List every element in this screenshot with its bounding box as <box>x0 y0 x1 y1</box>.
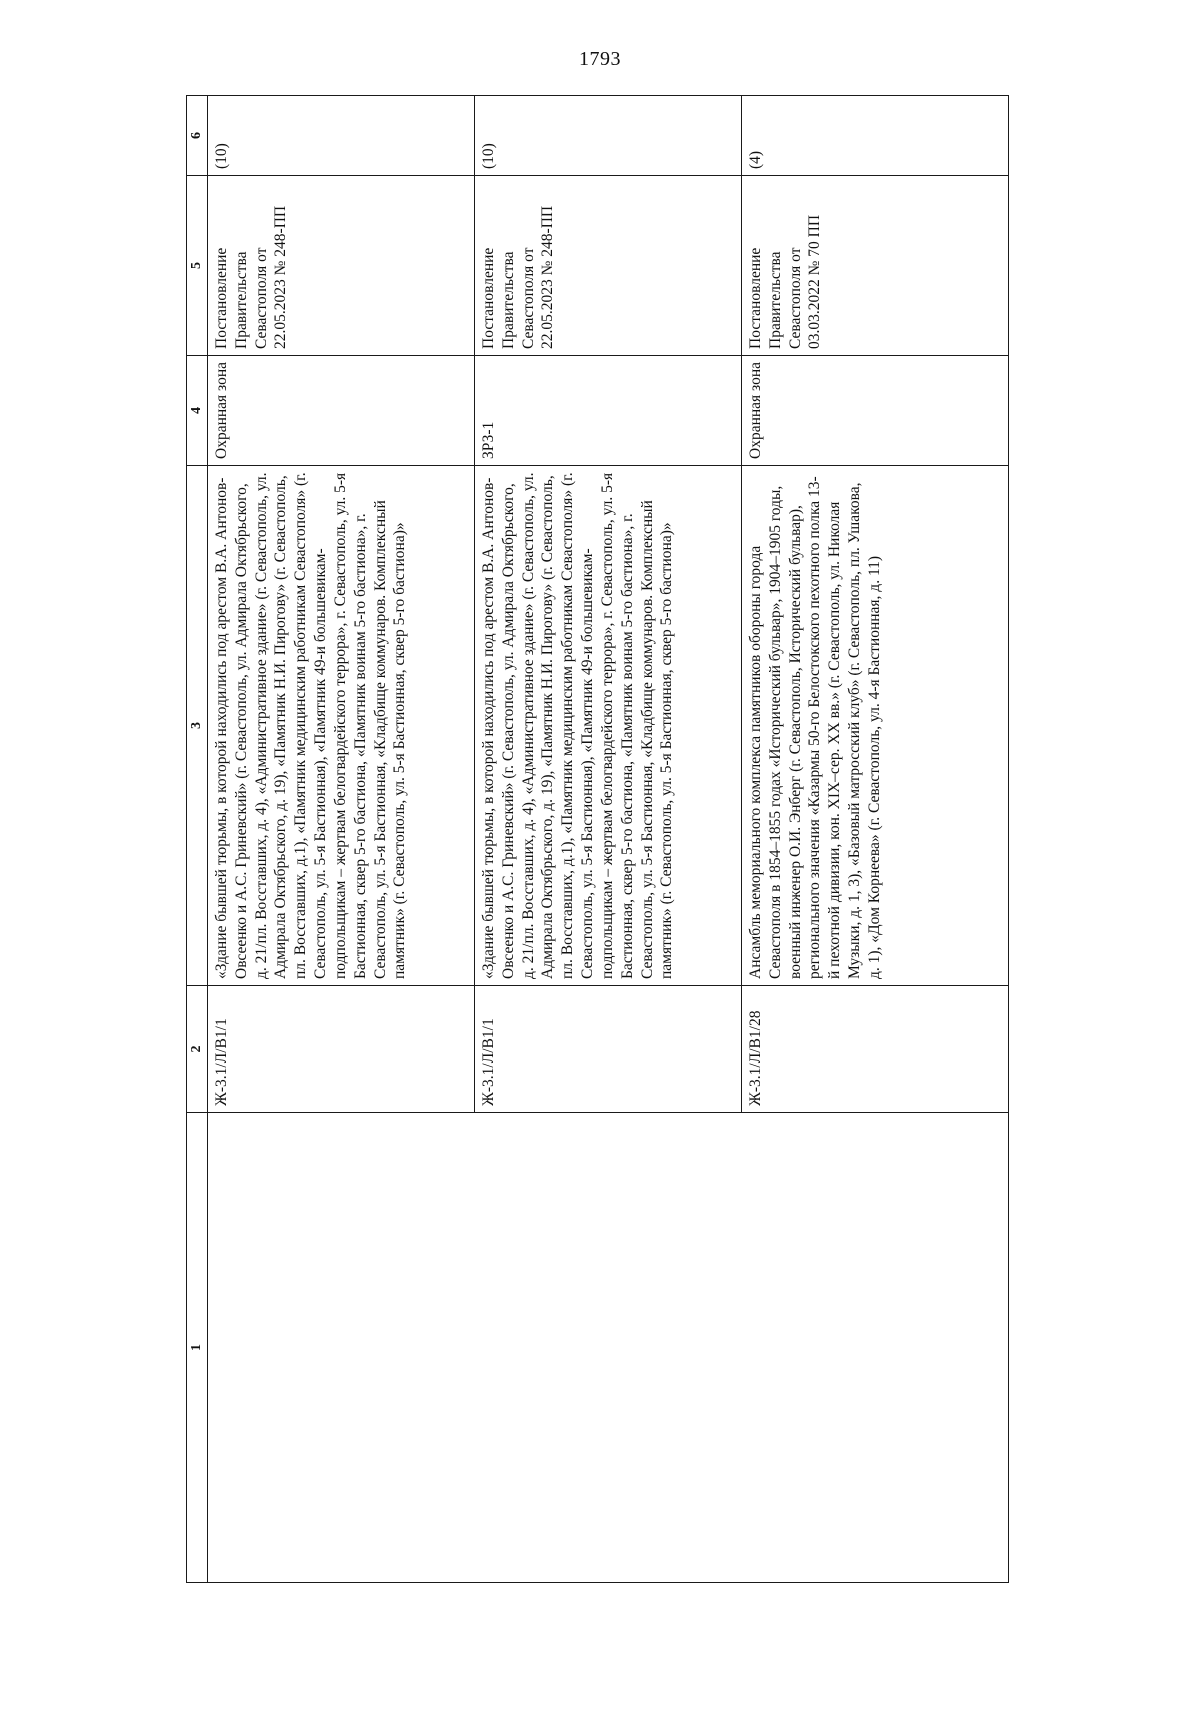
cell-document: Постановление Правительства Севастополя от 22.05.2023 № 248-ПП <box>475 176 742 356</box>
cell-zone: ЗРЗ-1 <box>475 356 742 466</box>
column-header-5: 5 <box>187 176 208 356</box>
rotated-table-container <box>186 96 1004 1583</box>
cell-document: Постановление Правительства Севастополя от 03.03.2022 № 70 ПП <box>742 176 1009 356</box>
cell-description: Ансамбль мемориального комплекса памятников обороны города Севастополя в 1854–1855 годах «Исторический бульвар», 1904–1905 годы, военный инженер О.И. Энберг (г. Севастополь, Исторический бульвар), регионального значения «Казармы 50-го Белостокского пехотного полка 13-й пехотной дивизии, кон. XIX–сер. XX вв.» (г. Севастополь, ул. Николая Музыки, д. 1, 3), «Базовый матросский клуб» (г. Севастополь, пл. Ушакова, д. 1), «Дом Корнеева» (г. Севастополь, ул. 4-я Бастионная, д. 11) <box>742 466 1009 986</box>
column-header-6: 6 <box>187 96 208 176</box>
table-header-row <box>187 96 208 1583</box>
cell-note: (10) <box>475 96 742 176</box>
cell-note: (4) <box>742 96 1009 176</box>
cell-code: Ж-3.1/Л/В1/1 <box>475 986 742 1113</box>
cell-document: Постановление Правительства Севастополя от 22.05.2023 № 248-ПП <box>208 176 475 356</box>
column-header-4: 4 <box>187 356 208 466</box>
column-header-1: 1 <box>187 1113 208 1583</box>
cell-description: «Здание бывшей тюрьмы, в которой находились под арестом В.А. Антонов-Овсеенко и А.С. Гриневский» (г. Севастополь, ул. Адмирала Октябрьского, д. 21/пл. Восставших, д. 4), «Административное здание» (г. Севастополь, ул. Адмирала Октябрьского, д. 19), «Памятник Н.И. Пирогову» (г. Севастополь, пл. Восставших, д.1), «Памятник медицинским работникам Севастополя» (г. Севастополь, ул. 5-я Бастионная), «Памятник 49-и большевикам-подпольщикам – жертвам белогвардейского террора», г. Севастополь, ул. 5-я Бастионная, сквер 5-го бастиона, «Памятник воинам 5-го бастиона», г. Севастополь, ул. 5-я Бастионная, «Кладбище коммунаров. Комплексный памятник» (г. Севастополь, ул. 5-я Бастионная, сквер 5-го бастиона)» <box>208 466 475 986</box>
cell-col1-merged <box>208 1113 1009 1583</box>
cell-zone: Охранная зона <box>742 356 1009 466</box>
column-header-3: 3 <box>187 466 208 986</box>
cell-description: «Здание бывшей тюрьмы, в которой находились под арестом В.А. Антонов-Овсеенко и А.С. Гриневский» (г. Севастополь, ул. Адмирала Октябрьского, д. 21/пл. Восставших, д. 4), «Административное здание» (г. Севастополь, ул. Адмирала Октябрьского, д. 19), «Памятник Н.И. Пирогову» (г. Севастополь, пл. Восставших, д.1), «Памятник медицинским работникам Севастополя» (г. Севастополь, ул. 5-я Бастионная), «Памятник 49-и большевикам-подпольщикам – жертвам белогвардейского террора», г. Севастополь, ул. 5-я Бастионная, сквер 5-го бастиона, «Памятник воинам 5-го бастиона», г. Севастополь, ул. 5-я Бастионная, «Кладбище коммунаров. Комплексный памятник» (г. Севастополь, ул. 5-я Бастионная, сквер 5-го бастиона)» <box>475 466 742 986</box>
cell-code: Ж-3.1/Л/В1/28 <box>742 986 1009 1113</box>
page-number: 1793 <box>579 48 621 70</box>
registry-table <box>186 95 1009 1583</box>
cell-zone: Охранная зона <box>208 356 475 466</box>
cell-code: Ж-3.1/Л/В1/1 <box>208 986 475 1113</box>
column-header-2: 2 <box>187 986 208 1113</box>
cell-note: (10) <box>208 96 475 176</box>
table-row <box>208 96 475 1583</box>
